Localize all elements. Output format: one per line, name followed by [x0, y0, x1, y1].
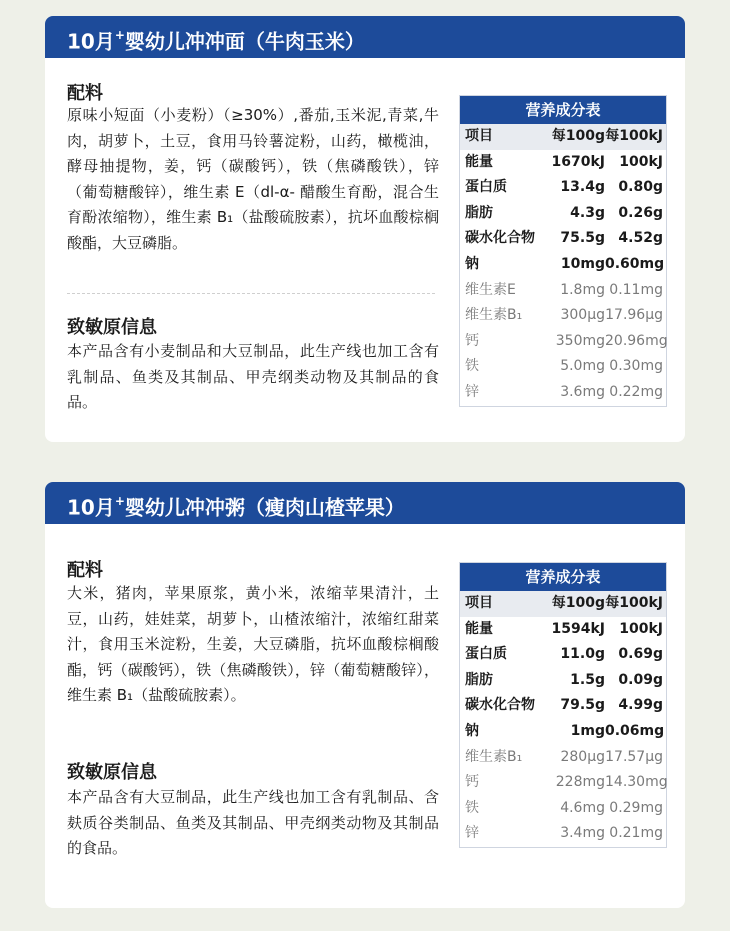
nutrition-row	[460, 380, 666, 406]
product-card-beef-corn-noodles	[45, 16, 685, 442]
value-per100g: 1594kJ	[551, 620, 605, 637]
nutrition-row	[460, 278, 666, 304]
ingredients-text: 大米，猪肉，苹果原浆，黄小米，浓缩苹果清汁，土豆，山药，娃娃菜，胡萝卜，山楂浓缩汁，浓缩红甜菜汁，食用玉米淀粉，生姜，大豆磷脂，抗坏血酸棕榈酸酯，钙（碳酸钙），铁（焦磷酸铁），锌（葡萄糖酸锌），维生素 B₁（盐酸硫胺素）。	[67, 584, 439, 705]
nutrition-row	[460, 745, 666, 771]
value-per100g: 228mg	[555, 774, 605, 791]
value-per100g: 1mg	[570, 722, 605, 739]
value-per100kj: 0.22mg	[609, 383, 663, 400]
nutrient-name: 锌	[465, 383, 479, 400]
nutrient-name: 维生素E	[465, 281, 516, 298]
value-per100g: 11.0g	[560, 646, 605, 663]
nutrition-row	[460, 175, 666, 201]
value-per100kj: 20.96mg	[605, 332, 668, 349]
header-per100kj: 每100kJ	[605, 595, 663, 611]
nutrition-rows	[460, 150, 666, 406]
nutrition-table	[459, 95, 667, 407]
nutrition-table-title: 营养成分表	[460, 96, 666, 124]
product-title: 婴幼儿冲冲面（牛肉玉米）	[124, 29, 365, 54]
value-per100kj: 4.99g	[618, 697, 663, 714]
nutrition-row	[460, 201, 666, 227]
value-per100g: 79.5g	[560, 697, 605, 714]
value-per100kj: 0.29mg	[609, 799, 663, 816]
value-per100g: 13.4g	[560, 179, 605, 196]
nutrition-rows	[460, 617, 666, 847]
nutrient-name: 铁	[465, 799, 479, 816]
nutrition-row	[460, 770, 666, 796]
nutrient-name: 钙	[465, 332, 479, 349]
value-per100kj: 0.26g	[618, 204, 663, 221]
nutrient-name: 蛋白质	[465, 646, 507, 663]
allergen-heading: 致敏原信息	[67, 762, 157, 783]
nutrient-name: 脂肪	[465, 671, 493, 688]
nutrient-name: 能量	[465, 153, 493, 170]
age-plus-mark: +	[114, 494, 125, 508]
nutrient-name: 铁	[465, 358, 479, 375]
allergen-heading: 致敏原信息	[67, 317, 157, 338]
nutrient-name: 锌	[465, 825, 479, 842]
nutrient-name: 钠	[465, 255, 479, 272]
header-item: 项目	[465, 128, 493, 144]
nutrient-name: 碳水化合物	[465, 230, 535, 247]
nutrition-table-title: 营养成分表	[460, 563, 666, 591]
product-card-pork-hawthorn-apple-congee	[45, 482, 685, 908]
age-label: 10月	[67, 29, 115, 54]
value-per100kj: 100kJ	[619, 153, 663, 170]
nutrient-name: 维生素B₁	[465, 307, 523, 324]
value-per100kj: 0.09g	[618, 671, 663, 688]
value-per100g: 3.6mg	[560, 383, 605, 400]
age-plus-mark: +	[114, 28, 125, 42]
nutrition-row	[460, 668, 666, 694]
nutrition-row	[460, 354, 666, 380]
value-per100g: 75.5g	[560, 230, 605, 247]
value-per100g: 1670kJ	[551, 153, 605, 170]
nutrition-row	[460, 617, 666, 643]
value-per100g: 280μg	[560, 748, 605, 765]
value-per100g: 5.0mg	[560, 358, 605, 375]
nutrition-row	[460, 329, 666, 355]
value-per100kj: 100kJ	[619, 620, 663, 637]
header-per100g: 每100g	[551, 128, 605, 144]
value-per100g: 4.3g	[570, 204, 605, 221]
product-title-banner	[45, 16, 685, 58]
nutrition-table	[459, 562, 667, 848]
value-per100kj: 0.60mg	[605, 255, 665, 272]
value-per100kj: 0.11mg	[609, 281, 663, 298]
ingredients-heading: 配料	[67, 83, 103, 104]
value-per100g: 1.5g	[570, 671, 605, 688]
nutrition-row	[460, 252, 666, 278]
nutrient-name: 蛋白质	[465, 179, 507, 196]
nutrition-row	[460, 796, 666, 822]
value-per100g: 1.8mg	[560, 281, 605, 298]
nutrition-row	[460, 821, 666, 847]
allergen-text: 本产品含有小麦制品和大豆制品，此生产线也加工含有乳制品、鱼类及其制品、甲壳纲类动物及其制品的食品。	[67, 342, 439, 412]
product-title: 婴幼儿冲冲粥（瘦肉山楂苹果）	[124, 495, 405, 520]
nutrient-name: 钠	[465, 722, 479, 739]
nutrient-name: 碳水化合物	[465, 697, 535, 714]
header-per100kj: 每100kJ	[605, 128, 663, 144]
nutrient-name: 脂肪	[465, 204, 493, 221]
value-per100kj: 17.96μg	[605, 307, 663, 324]
nutrient-name: 维生素B₁	[465, 748, 523, 765]
nutrition-row	[460, 642, 666, 668]
nutrition-row	[460, 693, 666, 719]
nutrition-row	[460, 719, 666, 745]
nutrient-name: 钙	[465, 774, 479, 791]
product-title-banner	[45, 482, 685, 524]
value-per100g: 300μg	[560, 307, 605, 324]
value-per100kj: 0.30mg	[609, 358, 663, 375]
age-label: 10月	[67, 495, 115, 520]
nutrition-row	[460, 303, 666, 329]
allergen-text: 本产品含有大豆制品，此生产线也加工含有乳制品、含麸质谷类制品、鱼类及其制品、甲壳纲类动物及其制品的食品。	[67, 788, 439, 858]
nutrition-header-row	[460, 124, 666, 150]
nutrition-row	[460, 150, 666, 176]
value-per100g: 4.6mg	[560, 799, 605, 816]
value-per100kj: 14.30mg	[605, 774, 668, 791]
value-per100kj: 17.57μg	[605, 748, 663, 765]
nutrition-header-row	[460, 591, 666, 617]
value-per100kj: 0.21mg	[609, 825, 663, 842]
value-per100kj: 0.69g	[618, 646, 663, 663]
value-per100g: 3.4mg	[560, 825, 605, 842]
value-per100kj: 4.52g	[618, 230, 663, 247]
section-divider	[67, 293, 435, 294]
value-per100kj: 0.06mg	[605, 722, 665, 739]
ingredients-heading: 配料	[67, 560, 103, 581]
ingredients-text: 原味小短面（小麦粉）（≥30%）,番茄,玉米泥,青菜,牛肉，胡萝卜，土豆，食用马铃薯淀粉，山药，橄榄油，酵母抽提物，姜，钙（碳酸钙），铁（焦磷酸铁），锌（葡萄糖酸锌），维生素 E（dl-α- 醋酸生育酚，混合生育酚浓缩物），维生素 B₁（盐酸硫胺素），抗坏血酸棕榈酸酯，大豆磷脂。	[67, 106, 439, 252]
nutrition-row	[460, 226, 666, 252]
value-per100kj: 0.80g	[618, 179, 663, 196]
header-per100g: 每100g	[551, 595, 605, 611]
header-item: 项目	[465, 595, 493, 611]
value-per100g: 350mg	[555, 332, 605, 349]
nutrient-name: 能量	[465, 620, 493, 637]
value-per100g: 10mg	[560, 255, 605, 272]
